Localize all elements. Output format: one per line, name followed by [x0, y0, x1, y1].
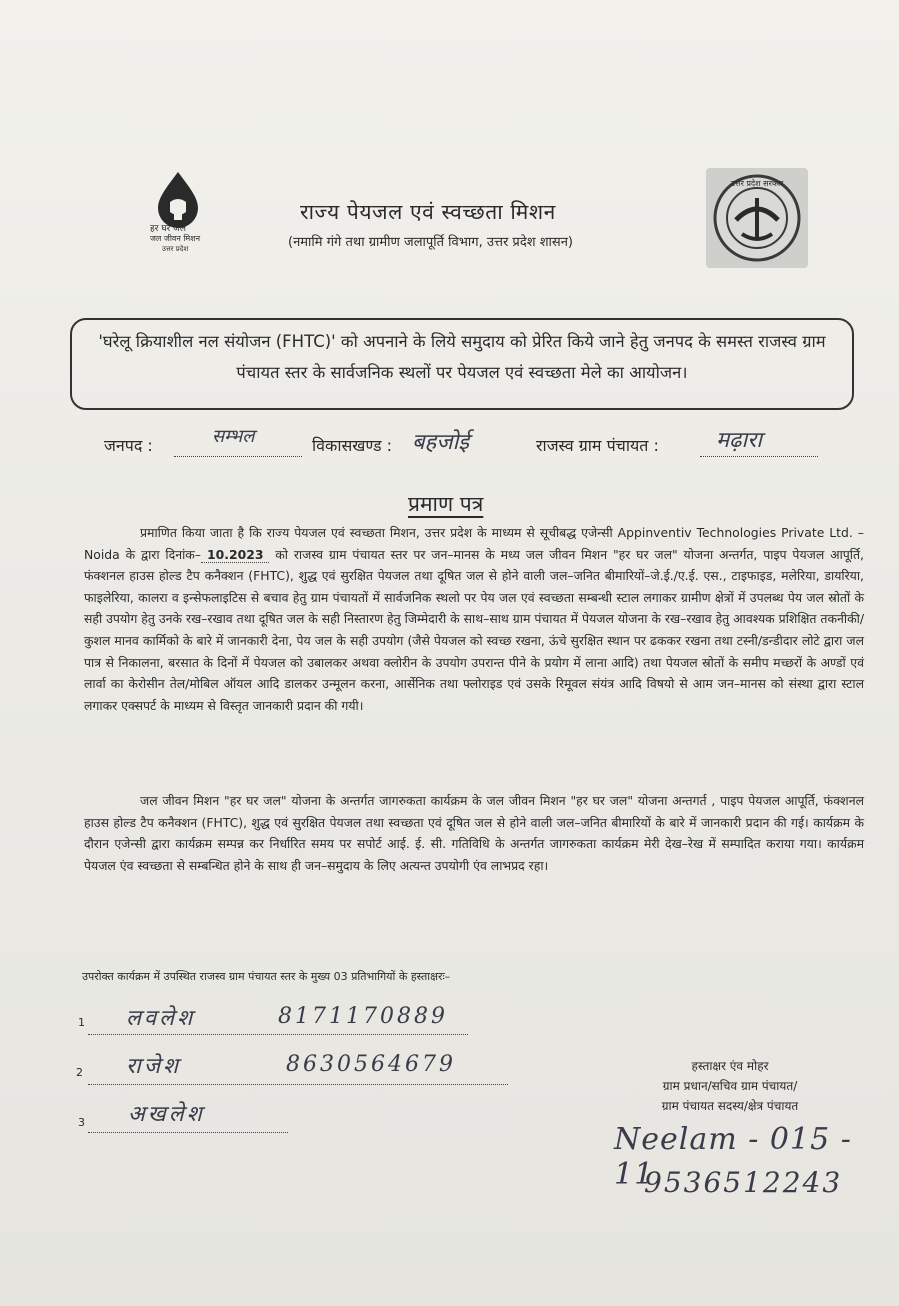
- emblem-ring-text: उत्तर प्रदेश सरकार: [730, 179, 784, 188]
- event-title-box: 'घरेलू क्रियाशील नल संयोजन (FHTC)' को अपनाने के लिये समुदाय को प्रेरित किये जाने हेतु जनपद के समस्त राजस्व ग्राम पंचायत स्तर के सार्वजनिक स्थलों पर पेयजल एवं स्वच्छता मेले का आयोजन।: [70, 318, 854, 410]
- mission-subtitle: (नमामि गंगे तथा ग्रामीण जलापूर्ति विभाग, उत्तर प्रदेश शासन): [288, 235, 573, 250]
- participant-1-number: 1: [78, 1016, 85, 1029]
- stamp-block: [620, 1056, 840, 1116]
- participant-3-line: [88, 1128, 288, 1133]
- har-ghar-jal-logo: [150, 168, 230, 258]
- participant-3-name: अखलेश: [128, 1102, 205, 1127]
- participant-1-name: लवलेश: [126, 1006, 196, 1031]
- district-value: सम्भल: [212, 426, 255, 447]
- event-date: 10.2023: [201, 547, 269, 563]
- mission-title: राज्य पेयजल एवं स्वच्छता मिशन: [300, 200, 556, 224]
- logo-text-line-2: जल जीवन मिशन: [150, 234, 201, 243]
- certificate-paragraph-2: [84, 790, 864, 876]
- panchayat-value: मढ़ारा: [716, 428, 762, 453]
- participant-2-number: 2: [76, 1066, 83, 1079]
- stamp-line-3: ग्राम पंचायत सदस्य/क्षेत्र पंचायत: [661, 1099, 799, 1113]
- participants-intro: उपरोक्त कार्यक्रम में उपस्थित राजस्व ग्राम पंचायत स्तर के मुख्य 03 प्रतिभागियों के हस्ताक्षरः–: [82, 970, 451, 983]
- participant-2-name: राजेश: [126, 1054, 181, 1079]
- official-phone: 9536512243: [644, 1166, 843, 1199]
- para2-text: जल जीवन मिशन "हर घर जल" योजना के अन्तर्गत जागरुकता कार्यक्रम के जल जीवन मिशन "हर घर जल" योजना अन्तगर्त , पाइप पेयजल आपूर्ति, फंक्शनल हाउस होल्ड टैप कनैक्शन (FHTC), शुद्ध एवं सुरक्षित पेयजल तथा स्वच्छता एवं दूषित जल से होने वाली जल–जनित बीमारियों के बारे में जानकारी प्रदान की गई। कार्यक्रम के दौरान एजेन्सी द्वारा कार्यक्रम सम्पन्न कर निर्धारित समय पर सपोर्ट आई. ई. सी. गतिविधि के अन्तर्गत जागरुकता कार्यक्रम मेरी देख–रेख में सम्पादित कराया गया। कार्यक्रम पेयजल एंव स्वच्छता से सम्बन्धित होने के साथ ही जन–समुदाय के लिए अत्यन्त उपयोगी एंव लाभप्रद रहा।: [84, 793, 864, 873]
- participant-2-line: [88, 1080, 508, 1085]
- official-signature: Neelam - 015 - 11: [614, 1122, 852, 1192]
- participant-2-phone: 8630564679: [286, 1052, 456, 1077]
- para1-post: को राजस्व ग्राम पंचायत स्तर पर जन–मानस के मध्य जल जीवन मिशन "हर घर जल" योजना अन्तर्गत, पाइप पेयजल आपूर्ति, फंक्शनल हाउस होल्ड टैप कनैक्शन (FHTC), शुद्ध एवं सुरक्षित पेयजल तथा दूषित जल से होने वाली जल–जनित बीमारियों–जे.ई./ए.ई. एस., टाइफाइड, मलेरिया, डायरिया, फाइलेरिया, कालरा व इन्सेफलाइटिस से बचाव हेतु ग्राम पंचायतों में सार्वजनिक स्थलो पर पेय जल एवं स्वच्छता सम्बन्धी स्टाल लगाकर ग्रामीण क्षेत्रों में उपलब्ध पेय जल स्रोतों के सही उपयोग हेतु उनके रख–रखाव तथा दूषित जल के सही निस्तारण हेतु जिम्मेदारी के साथ–साथ ग्राम पंचायत में पेयजल योजना के रख–रखाव हेतु आवश्यक प्रशिक्षित तकनीकी/कुशल मानव कार्मिको के बारे में जानकारी देना, पेय जल के सही उपयोग (जैसे पेयजल को स्वच्छ रखना, ऊंचे सुरक्षित स्थान पर ढककर रखना तथा टस्नी/डन्डीदार लोटे द्वारा जल पात्र से निकालना, बरसात के दिनों में पेयजल को उबालकर अथवा क्लोरीन के उपयोग उपरान्त पीने के प्रयोग में लाना आदि) तथा पेयजल स्रोतों के समीप मच्छरों के अण्डों एवं लार्वा का केरोसीन तेल/मोबिल ऑयल आदि डालकर उन्मूलन करना, आर्सेनिक तथा फ्लोराइड एवं उसके रिमूवल संयंत्र आदि विषयो से आम जन–मानस को संस्था द्वारा स्टाल लगाकर एक्सपर्ट के माध्यम से विस्तृत जानकारी प्रदान की गयी।: [84, 546, 864, 713]
- participant-3-number: 3: [78, 1116, 85, 1129]
- logo-text-line-3: उत्तर प्रदेश: [162, 245, 189, 253]
- certificate-heading: प्रमाण पत्र: [408, 492, 484, 516]
- logo-text-line-1: हर घर जल: [150, 224, 186, 234]
- para1-pre: प्रमाणित किया जाता है कि राज्य पेयजल एवं स्वच्छता मिशन, उत्तर प्रदेश के माध्यम से सूचीबद्ध एजेन्सी Appinventiv Technologies Private Ltd. – Noida के द्वारा दिनांक–: [84, 525, 864, 562]
- stamp-line-1: हस्ताक्षर एंव मोहर: [691, 1059, 769, 1073]
- participant-1-phone: 8171170889: [278, 1004, 448, 1029]
- certificate-paragraph-1: [84, 522, 864, 716]
- panchayat-label: राजस्व ग्राम पंचायत :: [536, 436, 659, 455]
- district-label: जनपद :: [104, 436, 153, 455]
- up-government-emblem: [706, 168, 808, 268]
- block-label: विकासखण्ड :: [312, 436, 393, 455]
- block-value: बहजोई: [412, 430, 470, 455]
- stamp-line-2: ग्राम प्रधान/सचिव ग्राम पंचायत/: [662, 1079, 798, 1093]
